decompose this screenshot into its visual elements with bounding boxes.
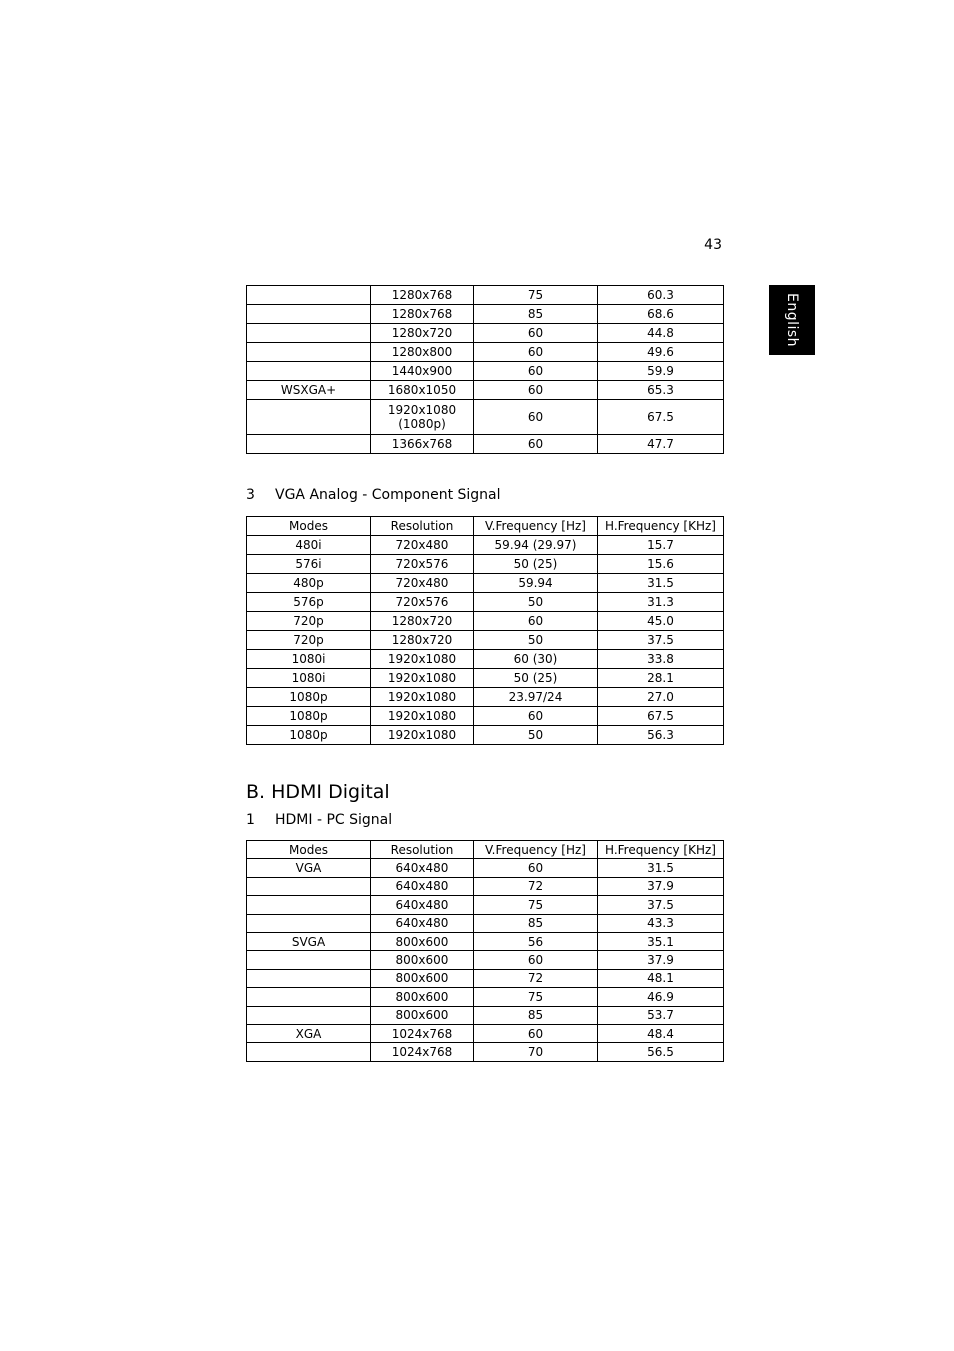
v-frequency-cell: 50 (25) [474, 555, 598, 574]
v-frequency-cell: 60 [474, 951, 598, 969]
modes-cell [247, 969, 371, 987]
column-header: V.Frequency [Hz] [474, 517, 598, 536]
h-frequency-cell: 60.3 [598, 286, 724, 305]
h-frequency-cell: 56.5 [598, 1043, 724, 1061]
table-row [247, 1043, 724, 1061]
modes-cell [247, 877, 371, 895]
table-row [247, 859, 724, 877]
table-row [247, 324, 724, 343]
resolution-cell: 1920x1080 [371, 650, 474, 669]
modes-cell: SVGA [247, 932, 371, 950]
modes-cell: 1080p [247, 726, 371, 745]
h-frequency-cell: 37.5 [598, 631, 724, 650]
resolution-cell: 1366x768 [371, 435, 474, 454]
section-title-hdmi-digital: B. HDMI Digital [246, 781, 390, 803]
h-frequency-cell: 45.0 [598, 612, 724, 631]
modes-cell: WSXGA+ [247, 381, 371, 400]
modes-cell: 576p [247, 593, 371, 612]
table-row [247, 593, 724, 612]
h-frequency-cell: 48.4 [598, 1024, 724, 1042]
modes-cell [247, 362, 371, 381]
modes-cell: 1080i [247, 669, 371, 688]
h-frequency-cell: 37.9 [598, 877, 724, 895]
resolution-cell: 1280x768 [371, 286, 474, 305]
table-row [247, 969, 724, 987]
table-row [247, 914, 724, 932]
h-frequency-cell: 49.6 [598, 343, 724, 362]
v-frequency-cell: 75 [474, 896, 598, 914]
h-frequency-cell: 15.7 [598, 536, 724, 555]
resolution-cell: 1920x1080 [371, 726, 474, 745]
table-header-row [247, 841, 724, 859]
v-frequency-cell: 60 [474, 612, 598, 631]
h-frequency-cell: 15.6 [598, 555, 724, 574]
resolution-cell: 800x600 [371, 988, 474, 1006]
resolution-cell: 1920x1080 [371, 669, 474, 688]
table-row [247, 362, 724, 381]
table-row [247, 435, 724, 454]
v-frequency-cell: 70 [474, 1043, 598, 1061]
section-title: VGA Analog - Component Signal [275, 487, 501, 503]
section-heading-component [246, 487, 501, 503]
resolution-cell: 800x600 [371, 1006, 474, 1024]
modes-cell: 1080p [247, 707, 371, 726]
v-frequency-cell: 50 [474, 593, 598, 612]
table-row [247, 932, 724, 950]
h-frequency-cell: 33.8 [598, 650, 724, 669]
modes-cell [247, 951, 371, 969]
h-frequency-cell: 48.1 [598, 969, 724, 987]
column-header: H.Frequency [KHz] [598, 517, 724, 536]
resolution-cell: 1024x768 [371, 1043, 474, 1061]
resolution-cell: 1280x768 [371, 305, 474, 324]
table-row [247, 612, 724, 631]
vga-component-signal-table [246, 516, 724, 745]
resolution-cell: 1280x720 [371, 631, 474, 650]
table-row [247, 726, 724, 745]
modes-cell [247, 896, 371, 914]
table-row [247, 877, 724, 895]
h-frequency-cell: 67.5 [598, 400, 724, 435]
resolution-cell: 1280x720 [371, 612, 474, 631]
resolution-cell: 720x576 [371, 555, 474, 574]
column-header: H.Frequency [KHz] [598, 841, 724, 859]
resolution-cell: 800x600 [371, 951, 474, 969]
table-row [247, 1024, 724, 1042]
resolution-cell: 800x600 [371, 969, 474, 987]
resolution-cell: 1920x1080 (1080p) [371, 400, 474, 435]
v-frequency-cell: 60 [474, 362, 598, 381]
table-row [247, 343, 724, 362]
table-row [247, 631, 724, 650]
h-frequency-cell: 31.5 [598, 859, 724, 877]
table-row [247, 707, 724, 726]
modes-cell [247, 324, 371, 343]
resolution-cell: 800x600 [371, 932, 474, 950]
table-row [247, 688, 724, 707]
v-frequency-cell: 72 [474, 969, 598, 987]
v-frequency-cell: 60 [474, 859, 598, 877]
modes-cell [247, 1006, 371, 1024]
resolution-cell: 640x480 [371, 914, 474, 932]
table-row [247, 1006, 724, 1024]
modes-cell: 480i [247, 536, 371, 555]
h-frequency-cell: 27.0 [598, 688, 724, 707]
modes-cell: XGA [247, 1024, 371, 1042]
resolution-cell: 1280x800 [371, 343, 474, 362]
modes-cell [247, 343, 371, 362]
table-row [247, 669, 724, 688]
modes-cell [247, 914, 371, 932]
hdmi-pc-signal-table [246, 840, 724, 1062]
h-frequency-cell: 35.1 [598, 932, 724, 950]
column-header: Resolution [371, 517, 474, 536]
table-row [247, 305, 724, 324]
resolution-cell: 1680x1050 [371, 381, 474, 400]
column-header: Resolution [371, 841, 474, 859]
column-header: V.Frequency [Hz] [474, 841, 598, 859]
v-frequency-cell: 85 [474, 1006, 598, 1024]
v-frequency-cell: 85 [474, 914, 598, 932]
page-number: 43 [704, 237, 722, 253]
table-row [247, 381, 724, 400]
language-tab-label: English [784, 292, 800, 348]
v-frequency-cell: 59.94 (29.97) [474, 536, 598, 555]
resolution-cell: 720x480 [371, 574, 474, 593]
table-header-row [247, 517, 724, 536]
table-row [247, 951, 724, 969]
v-frequency-cell: 60 [474, 1024, 598, 1042]
h-frequency-cell: 65.3 [598, 381, 724, 400]
h-frequency-cell: 67.5 [598, 707, 724, 726]
h-frequency-cell: 53.7 [598, 1006, 724, 1024]
v-frequency-cell: 50 [474, 726, 598, 745]
resolution-cell: 1920x1080 [371, 688, 474, 707]
resolution-cell: 640x480 [371, 877, 474, 895]
resolution-cell: 640x480 [371, 859, 474, 877]
modes-cell: 1080i [247, 650, 371, 669]
section-number: 3 [246, 487, 255, 503]
v-frequency-cell: 60 [474, 324, 598, 343]
h-frequency-cell: 37.5 [598, 896, 724, 914]
table-row [247, 536, 724, 555]
v-frequency-cell: 59.94 [474, 574, 598, 593]
table-row [247, 896, 724, 914]
v-frequency-cell: 75 [474, 988, 598, 1006]
h-frequency-cell: 46.9 [598, 988, 724, 1006]
v-frequency-cell: 75 [474, 286, 598, 305]
v-frequency-cell: 56 [474, 932, 598, 950]
h-frequency-cell: 59.9 [598, 362, 724, 381]
h-frequency-cell: 44.8 [598, 324, 724, 343]
h-frequency-cell: 68.6 [598, 305, 724, 324]
v-frequency-cell: 23.97/24 [474, 688, 598, 707]
modes-cell: 720p [247, 612, 371, 631]
resolution-cell: 1024x768 [371, 1024, 474, 1042]
h-frequency-cell: 56.3 [598, 726, 724, 745]
column-header: Modes [247, 841, 371, 859]
v-frequency-cell: 60 [474, 343, 598, 362]
modes-cell: 720p [247, 631, 371, 650]
v-frequency-cell: 50 (25) [474, 669, 598, 688]
resolution-cell: 1440x900 [371, 362, 474, 381]
v-frequency-cell: 50 [474, 631, 598, 650]
modes-cell [247, 305, 371, 324]
h-frequency-cell: 43.3 [598, 914, 724, 932]
section-heading-hdmi-pc [246, 812, 392, 828]
h-frequency-cell: 37.9 [598, 951, 724, 969]
v-frequency-cell: 60 (30) [474, 650, 598, 669]
modes-cell: VGA [247, 859, 371, 877]
resolution-cell: 720x576 [371, 593, 474, 612]
modes-cell [247, 435, 371, 454]
resolution-cell: 1920x1080 [371, 707, 474, 726]
modes-cell [247, 988, 371, 1006]
language-tab [769, 285, 815, 355]
modes-cell [247, 400, 371, 435]
v-frequency-cell: 72 [474, 877, 598, 895]
resolution-cell: 640x480 [371, 896, 474, 914]
table-row [247, 650, 724, 669]
v-frequency-cell: 60 [474, 381, 598, 400]
table-row [247, 400, 724, 435]
modes-cell: 1080p [247, 688, 371, 707]
resolution-cell: 720x480 [371, 536, 474, 555]
v-frequency-cell: 60 [474, 707, 598, 726]
h-frequency-cell: 28.1 [598, 669, 724, 688]
modes-cell [247, 1043, 371, 1061]
modes-cell: 480p [247, 574, 371, 593]
h-frequency-cell: 47.7 [598, 435, 724, 454]
table-row [247, 286, 724, 305]
h-frequency-cell: 31.3 [598, 593, 724, 612]
modes-cell: 576i [247, 555, 371, 574]
section-title: HDMI - PC Signal [275, 812, 393, 828]
table-row [247, 555, 724, 574]
h-frequency-cell: 31.5 [598, 574, 724, 593]
resolution-cell: 1280x720 [371, 324, 474, 343]
modes-cell [247, 286, 371, 305]
table-row [247, 988, 724, 1006]
column-header: Modes [247, 517, 371, 536]
section-number: 1 [246, 812, 255, 828]
v-frequency-cell: 85 [474, 305, 598, 324]
v-frequency-cell: 60 [474, 435, 598, 454]
v-frequency-cell: 60 [474, 400, 598, 435]
table-row [247, 574, 724, 593]
vga-pc-signal-table-continued [246, 285, 724, 454]
